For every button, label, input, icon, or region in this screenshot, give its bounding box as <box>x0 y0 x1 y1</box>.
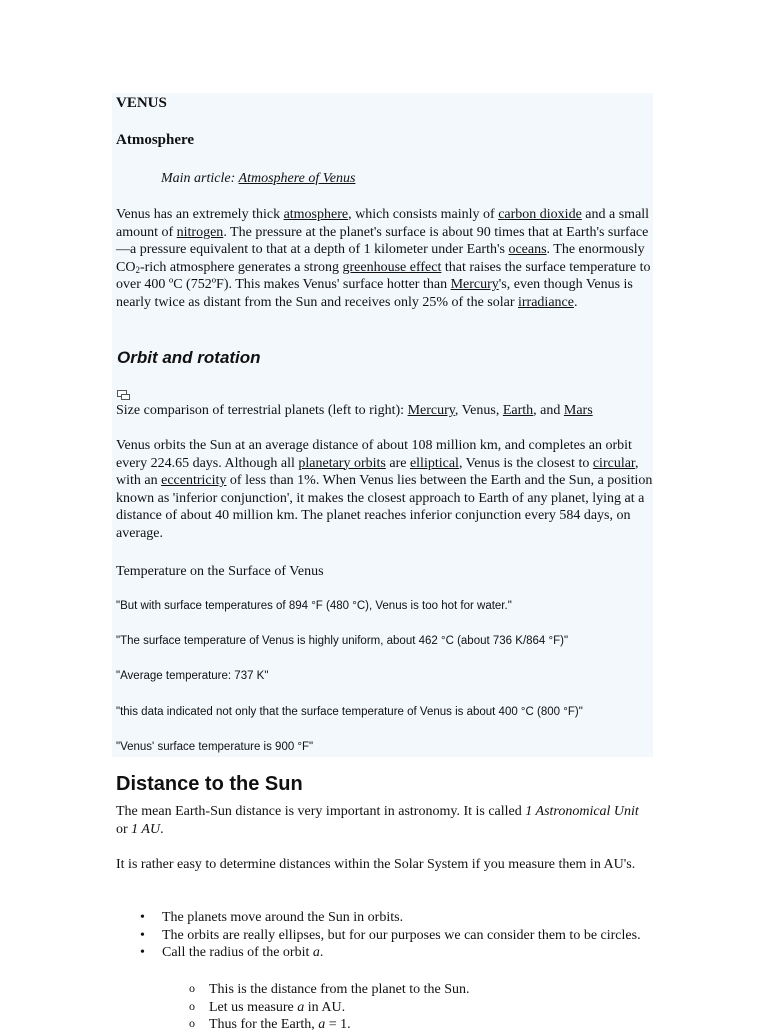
list-item: o This is the distance from the planet to the Sun. <box>116 981 653 999</box>
list-item: o Let us measure a in AU. <box>116 999 653 1017</box>
list-item: o Thus for the Earth, a = 1. <box>116 1016 653 1034</box>
temperature-quote: "Venus' surface temperature is 900 °F" <box>116 741 314 753</box>
distance-heading: Distance to the Sun <box>116 773 303 795</box>
main-article-note: Main article: Atmosphere of Venus <box>161 171 356 186</box>
mercury-link[interactable]: Mercury <box>450 277 499 292</box>
greenhouse-effect-link[interactable]: greenhouse effect <box>342 259 442 275</box>
atmosphere-of-venus-link[interactable]: Atmosphere of Venus <box>238 171 356 186</box>
oceans-link[interactable]: oceans <box>508 242 547 257</box>
orbit-paragraph: Venus orbits the Sun at an average distance of about 108 million km, and completes an orbit every 224.65 days. Although all planetary orbits are elliptical, Venus is the closest to circular, with an eccentricity of less than 1%. When Venus lies between the Earth and the Sun, a position known as 'inferior conjunction', it makes the closest approach to Earth of any planet, lying at a distance of about 40 million km. The planet reaches inferior conjunction every 584 days, on average. <box>116 438 653 541</box>
temperature-heading: Temperature on the Surface of Venus <box>116 564 324 579</box>
orbit-sub-list <box>116 981 653 1034</box>
temperature-quote: "But with surface temperatures of 894 °F (480 °C), Venus is too hot for water." <box>116 600 512 612</box>
carbon-dioxide-link[interactable]: carbon dioxide <box>498 207 582 222</box>
planetary-orbits-link[interactable]: planetary orbits <box>298 455 386 471</box>
atmosphere-link[interactable]: atmosphere <box>283 207 349 222</box>
irradiance-link[interactable]: irradiance <box>518 294 574 310</box>
circular-link[interactable]: circular <box>592 455 636 471</box>
temperature-quote: "The surface temperature of Venus is highly uniform, about 462 °C (about 736 K/864 °F)" <box>116 635 569 647</box>
elliptical-link[interactable]: elliptical <box>409 455 459 471</box>
caption-mars-link[interactable]: Mars <box>563 403 593 418</box>
eccentricity-link[interactable]: eccentricity <box>161 473 227 488</box>
atmosphere-paragraph: Venus has an extremely thick atmosphere, which consists mainly of carbon dioxide and a small amount of nitrogen. The pressure at the planet's surface is about 90 times that at Earth's surface—a pressure equivalent to that at a depth of 1 kilometer under Earth's oceans. The enormously $CO_2$-rich atmosphere generates a strong greenhouse effect that raises the surface temperature to over 400 ºC (752ºF). This makes Venus' surface hotter than Mercury's, even though Venus is nearly twice as distant from the Sun and receives only 25% of the solar irradiance. <box>116 207 651 310</box>
temperature-quote: "Average temperature: 737 K" <box>116 670 269 682</box>
caption-earth-link[interactable]: Earth <box>502 403 534 418</box>
distance-paragraph-1: The mean Earth-Sun distance is very important in astronomy. It is called 1 Astronomical Unit or 1 AU. <box>116 804 639 837</box>
nitrogen-link[interactable]: nitrogen <box>176 224 224 240</box>
caption-mercury-link[interactable]: Mercury <box>407 403 455 418</box>
orbit-heading: Orbit and rotation <box>117 348 261 367</box>
list-item: • Call the radius of the orbit a. <box>116 944 653 962</box>
venus-section-background <box>112 93 653 757</box>
venus-title: VENUS <box>116 95 167 111</box>
atmosphere-heading: Atmosphere <box>116 132 195 148</box>
distance-paragraph-2: It is rather easy to determine distances within the Solar System if you measure them in AU's. <box>116 857 636 872</box>
orbit-bullet-list <box>116 909 653 962</box>
list-item: • The orbits are really ellipses, but for our purposes we can consider them to be circles. <box>116 927 653 945</box>
broken-image-icon <box>117 390 130 400</box>
image-caption: Size comparison of terrestrial planets (left to right): Mercury, Venus, Earth, and Mars <box>116 403 593 418</box>
temperature-quote: "this data indicated not only that the surface temperature of Venus is about 400 °C (800 °F)" <box>116 706 583 718</box>
list-item: • The planets move around the Sun in orbits. <box>116 909 653 927</box>
